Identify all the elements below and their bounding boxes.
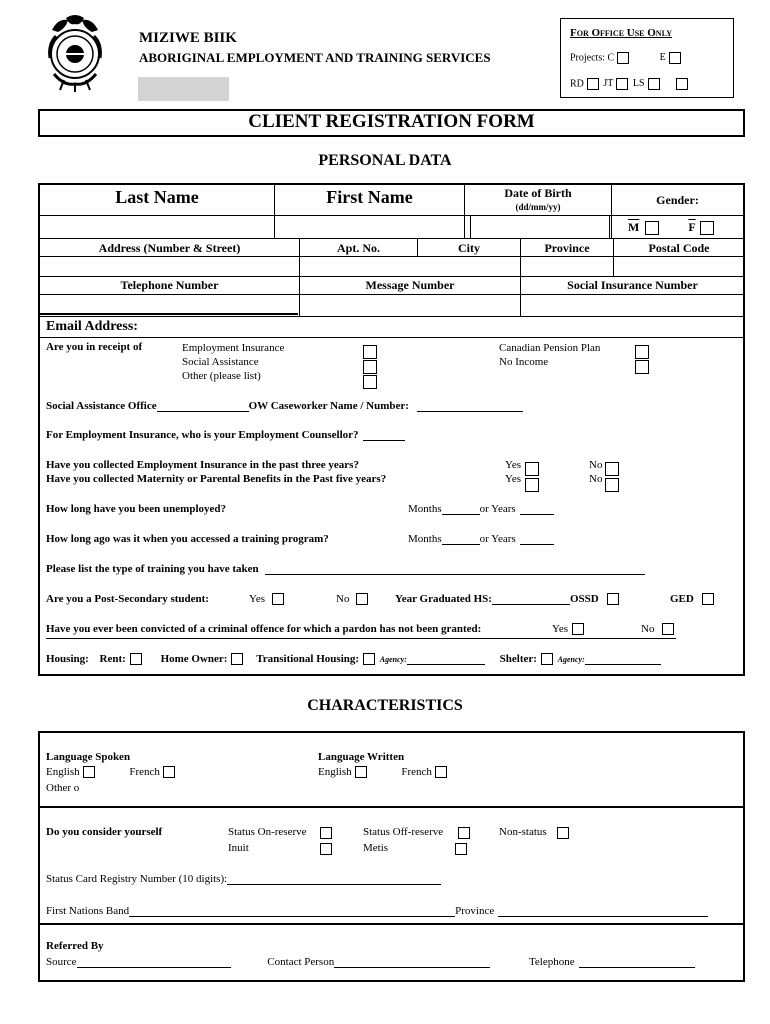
org-subtitle: ABORIGINAL EMPLOYMENT AND TRAINING SERVICES xyxy=(139,50,491,65)
gender-f-checkbox[interactable] xyxy=(700,221,714,235)
collected-ei-yes-checkbox[interactable] xyxy=(525,462,539,476)
training-years-input[interactable] xyxy=(520,544,554,545)
message-header: Message Number xyxy=(365,278,455,292)
registry-input[interactable] xyxy=(227,884,441,885)
status-off-label: Status Off-reserve xyxy=(363,826,444,838)
ps-no-label: No xyxy=(336,593,350,605)
ow-caseworker-label: OW Caseworker Name / Number: xyxy=(248,400,409,412)
collected-no-col xyxy=(589,458,602,486)
training-months-input[interactable] xyxy=(442,544,480,545)
office-codes-row xyxy=(570,78,688,90)
band-province-label: Province xyxy=(455,905,495,917)
sin-header: Social Insurance Number xyxy=(567,278,698,292)
receipt-label: Are you in receipt of xyxy=(46,341,143,353)
shelter-agency-label: Agency: xyxy=(557,655,585,664)
training-years-label: or Years xyxy=(479,533,516,545)
gender-header: Gender: xyxy=(656,193,699,207)
rd-checkbox[interactable] xyxy=(587,78,599,90)
registry-row xyxy=(46,873,441,885)
unemployed-label: How long have you been unemployed? xyxy=(46,503,226,515)
rent-checkbox[interactable] xyxy=(130,653,142,665)
status-on-label: Status On-reserve xyxy=(228,826,307,838)
form-title: CLIENT REGISTRATION FORM xyxy=(248,111,535,132)
shelter-agency-input[interactable] xyxy=(585,664,661,665)
logo-emblem xyxy=(44,14,106,92)
sa-office-input[interactable] xyxy=(157,411,249,412)
written-french-checkbox[interactable] xyxy=(435,766,447,778)
address-header: Address (Number & Street) xyxy=(98,241,241,255)
year-grad-row xyxy=(395,593,619,605)
projects-c-checkbox[interactable] xyxy=(617,52,629,64)
e-checkbox[interactable] xyxy=(669,52,681,64)
city-header: City xyxy=(458,241,480,255)
sin-input[interactable] xyxy=(521,295,744,315)
written-english-label: English xyxy=(318,766,352,778)
sa-checkbox[interactable] xyxy=(363,360,377,374)
sa-office-label: Social Assistance Office xyxy=(46,400,157,412)
collected-mat-yes-checkbox[interactable] xyxy=(525,478,539,492)
training-type-input[interactable] xyxy=(265,574,645,575)
dob-input[interactable] xyxy=(470,216,610,239)
province-header: Province xyxy=(544,241,590,255)
training-ago-duration xyxy=(408,533,554,545)
rd-label: RD xyxy=(570,78,584,90)
ged-checkbox[interactable] xyxy=(702,593,714,605)
post-secondary-no xyxy=(336,593,368,605)
source-input[interactable] xyxy=(77,967,231,968)
jt-label: JT xyxy=(603,78,614,90)
training-type-row xyxy=(46,563,645,575)
last-name-input[interactable] xyxy=(40,216,273,238)
collected-mat-no-checkbox[interactable] xyxy=(605,478,619,492)
lang-written-label: Language Written xyxy=(318,751,405,763)
receipt-options xyxy=(182,341,284,383)
housing-label: Housing: xyxy=(46,653,89,665)
collected-ei-yes-label: Yes xyxy=(505,459,522,471)
collected-mat-no-label: No xyxy=(589,473,603,485)
ei-counsellor-input[interactable] xyxy=(363,440,405,441)
gender-m-label: $\overline{M}$ xyxy=(628,220,640,234)
transitional-agency-input[interactable] xyxy=(407,664,485,665)
first-name-header: First Name xyxy=(326,187,413,207)
gender-f-label: $\overline{F}$ xyxy=(688,220,696,234)
jt-checkbox[interactable] xyxy=(616,78,628,90)
ei-counsellor-row xyxy=(46,429,405,441)
non-status-label: Non-status xyxy=(499,826,547,838)
unemployed-months-input[interactable] xyxy=(442,514,480,515)
ossd-label: OSSD xyxy=(569,593,599,605)
band-label: First Nations Band xyxy=(46,905,130,917)
unemployed-duration xyxy=(408,503,554,515)
projects-label: Projects: C xyxy=(570,52,615,64)
referral-telephone-input[interactable] xyxy=(579,967,695,968)
lang-spoken-options xyxy=(46,766,175,778)
last-name-header: Last Name xyxy=(115,187,199,207)
ps-no-checkbox[interactable] xyxy=(356,593,368,605)
sa-office-row xyxy=(46,400,523,412)
ps-yes-label: Yes xyxy=(249,593,266,605)
province-input[interactable] xyxy=(521,257,612,275)
collected-mat-yes-label: Yes xyxy=(505,473,522,485)
spoken-french-checkbox[interactable] xyxy=(163,766,175,778)
message-input[interactable] xyxy=(300,295,519,315)
inuit-checkbox[interactable] xyxy=(320,843,332,855)
transitional-label: Transitional Housing: xyxy=(256,653,360,665)
contact-person-label: Contact Person xyxy=(267,956,335,968)
transitional-checkbox[interactable] xyxy=(363,653,375,665)
collected-ei-no-label: No xyxy=(589,459,603,471)
year-grad-label: Year Graduated HS: xyxy=(395,593,492,605)
first-name-input[interactable] xyxy=(275,216,463,238)
collected-ei-no-checkbox[interactable] xyxy=(605,462,619,476)
metis-checkbox[interactable] xyxy=(455,843,467,855)
office-projects-row xyxy=(570,52,681,64)
convicted-yes-label: Yes xyxy=(552,623,569,635)
post-secondary-label: Are you a Post-Secondary student: xyxy=(46,593,209,605)
email-input[interactable] xyxy=(160,318,740,336)
ossd-checkbox[interactable] xyxy=(607,593,619,605)
rent-label: Rent: xyxy=(99,653,126,665)
lang-spoken-label: Language Spoken xyxy=(46,751,131,763)
status-on-checkbox[interactable] xyxy=(320,827,332,839)
referral-row xyxy=(46,956,695,968)
source-label: Source xyxy=(46,956,77,968)
band-input[interactable] xyxy=(129,916,455,917)
band-province-input[interactable] xyxy=(498,916,708,917)
ls-checkbox[interactable] xyxy=(648,78,660,90)
shelter-checkbox[interactable] xyxy=(541,653,553,665)
collected-mat-label: Have you collected Maternity or Parental Benefits in the Past five years? xyxy=(46,473,387,485)
gender-options xyxy=(628,220,714,235)
post-secondary-yes xyxy=(249,593,284,605)
unemployed-years-input[interactable] xyxy=(520,514,554,515)
convicted-yes xyxy=(552,623,584,635)
training-months-label: Months xyxy=(408,533,442,545)
referred-by-label: Referred By xyxy=(46,940,104,952)
written-english-checkbox[interactable] xyxy=(355,766,367,778)
home-owner-label: Home Owner: xyxy=(160,653,228,665)
ps-yes-checkbox[interactable] xyxy=(272,593,284,605)
non-status-checkbox[interactable] xyxy=(557,827,569,839)
spoken-other-label: Other o xyxy=(46,782,80,794)
referral-telephone-label: Telephone xyxy=(528,956,575,968)
org-name: MIZIWE BIIK xyxy=(139,30,237,46)
shelter-label: Shelter: xyxy=(499,653,537,665)
transitional-agency-label: Agency: xyxy=(379,655,407,664)
other-checkbox[interactable] xyxy=(363,375,377,389)
ged-label: GED xyxy=(670,593,694,605)
cpp-checkbox[interactable] xyxy=(635,345,649,359)
ei-counsellor-label: For Employment Insurance, who is your Employment Counsellor? xyxy=(46,429,359,441)
collected-questions xyxy=(46,458,386,486)
housing-row xyxy=(46,653,661,665)
no-income-checkbox[interactable] xyxy=(635,360,649,374)
band-row xyxy=(46,905,708,917)
collected-yes-col xyxy=(505,458,521,486)
dob-format: (dd/mm/yy) xyxy=(515,202,561,212)
written-french-label: French xyxy=(401,766,432,778)
receipt-sa: Social Assistance xyxy=(182,356,259,368)
unemployed-months-label: Months xyxy=(408,503,442,515)
ged-row xyxy=(670,593,714,605)
gender-m-checkbox[interactable] xyxy=(645,221,659,235)
inuit-label: Inuit xyxy=(228,842,249,854)
contact-person-input[interactable] xyxy=(334,967,490,968)
spoken-english-label: English xyxy=(46,766,80,778)
metis-label: Metis xyxy=(363,842,389,854)
training-ago-label: How long ago was it when you accessed a training program? xyxy=(46,533,329,545)
spoken-french-label: French xyxy=(129,766,160,778)
consider-label: Do you consider yourself xyxy=(46,826,163,838)
e-label: E xyxy=(659,52,666,64)
ow-caseworker-input[interactable] xyxy=(417,411,523,412)
home-owner-checkbox[interactable] xyxy=(231,653,243,665)
receipt-other: Other (please list) xyxy=(182,370,261,382)
address-input[interactable] xyxy=(40,257,298,275)
telephone-input[interactable] xyxy=(40,295,298,315)
lang-written-options xyxy=(318,766,447,778)
receipt-ei: Employment Insurance xyxy=(182,342,285,354)
apt-header: Apt. No. xyxy=(336,241,380,255)
year-grad-input[interactable] xyxy=(492,604,570,605)
convicted-label: Have you ever been convicted of a criminal offence for which a pardon has not been granted: xyxy=(46,623,482,635)
convicted-no xyxy=(641,623,674,635)
convicted-no-checkbox[interactable] xyxy=(662,623,674,635)
characteristics-title: CHARACTERISTICS xyxy=(307,697,463,714)
unemployed-years-label: or Years xyxy=(479,503,516,515)
collected-ei-label: Have you collected Employment Insurance in the past three years? xyxy=(46,459,359,471)
dob-header: Date of Birth xyxy=(504,186,572,200)
spoken-english-checkbox[interactable] xyxy=(83,766,95,778)
extra-checkbox[interactable] xyxy=(676,78,688,90)
training-type-label: Please list the type of training you have taken xyxy=(46,563,259,575)
redacted-field xyxy=(138,77,229,101)
apt-city-input[interactable] xyxy=(300,257,519,275)
receipt-options-right xyxy=(499,341,600,369)
personal-data-title: PERSONAL DATA xyxy=(318,152,452,169)
email-label: Email Address: xyxy=(46,319,138,334)
receipt-no-income: No Income xyxy=(499,356,549,368)
receipt-cpp: Canadian Pension Plan xyxy=(499,342,601,354)
postal-input[interactable] xyxy=(614,257,744,275)
convicted-yes-checkbox[interactable] xyxy=(572,623,584,635)
ei-checkbox[interactable] xyxy=(363,345,377,359)
status-off-checkbox[interactable] xyxy=(458,827,470,839)
office-use-title: For Office Use Only xyxy=(570,27,672,39)
ls-label: LS xyxy=(632,78,645,90)
telephone-header: Telephone Number xyxy=(120,278,219,292)
convicted-no-label: No xyxy=(641,623,655,635)
postal-header: Postal Code xyxy=(648,241,710,255)
registry-label: Status Card Registry Number (10 digits): xyxy=(46,873,228,885)
